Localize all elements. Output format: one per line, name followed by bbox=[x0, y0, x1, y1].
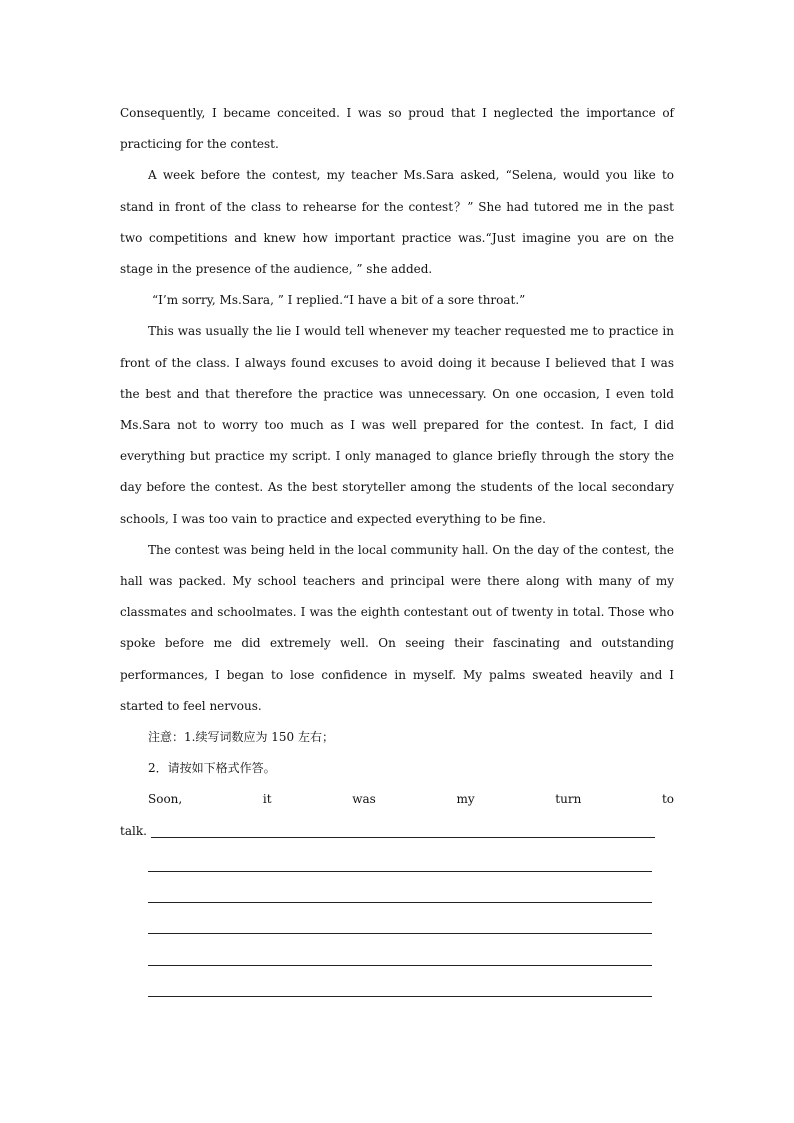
note-word-count: 注意：1.续写词数应为 150 左右； bbox=[148, 730, 334, 745]
answer-start-line bbox=[148, 784, 674, 815]
answer-word: Soon, bbox=[148, 792, 183, 807]
answer-word: was bbox=[352, 792, 376, 807]
answer-word: to bbox=[661, 792, 674, 807]
passage bbox=[120, 98, 674, 1003]
writing-line[interactable] bbox=[148, 909, 652, 940]
paragraph-1: Consequently, I became conceited. I was so proud that I neglected the importance of practicing for the contest. bbox=[120, 106, 674, 152]
answer-word: it bbox=[262, 792, 272, 807]
writing-line[interactable] bbox=[148, 878, 652, 909]
writing-line[interactable] bbox=[148, 847, 652, 878]
writing-line[interactable] bbox=[151, 837, 655, 838]
note-format: 2．请按如下格式作答。 bbox=[148, 761, 276, 776]
paragraph-4: This was usually the lie I would tell whenever my teacher requested me to practice in front of the class. I always found excuses to avoid doing it because I believed that I was the best and that therefore the practice was unnecessary. On one occasion, I even told Ms.Sara not to worry too much as I was well prepared for the contest. In fact, I did everything but practice my script. I only managed to glance briefly through the story the day before the contest. As the best storyteller among the students of the local secondary schools, I was too vain to practice and expected everything to be fine. bbox=[120, 324, 674, 526]
answer-word: turn bbox=[555, 792, 582, 807]
writing-line[interactable] bbox=[148, 940, 652, 971]
answer-word: my bbox=[456, 792, 475, 807]
paragraph-3: “I’m sorry, Ms.Sara, ” I replied.“I have a bit of a sore throat.” bbox=[152, 293, 526, 308]
paragraph-5: The contest was being held in the local community hall. On the day of the contest, the hall was packed. My school teachers and principal were there along with many of my classmates and schoolmates. I was the eighth contestant out of twenty in total. Those who spoke before me did extremely well. On seeing their fascinating and outstanding performances, I began to lose confidence in myself. My palms sweated heavily and I started to feel nervous. bbox=[120, 542, 674, 713]
answer-continuation: talk. bbox=[120, 823, 147, 838]
answer-first-line bbox=[120, 816, 674, 847]
paragraph-2: A week before the contest, my teacher Ms.Sara asked, “Selena, would you like to stand in front of the class to rehearse for the contest？” She had tutored me in the past two competitions and knew how important practice was.“Just imagine you are on the stage in the presence of the audience, ” she added. bbox=[120, 168, 674, 277]
writing-line[interactable] bbox=[148, 972, 652, 1003]
